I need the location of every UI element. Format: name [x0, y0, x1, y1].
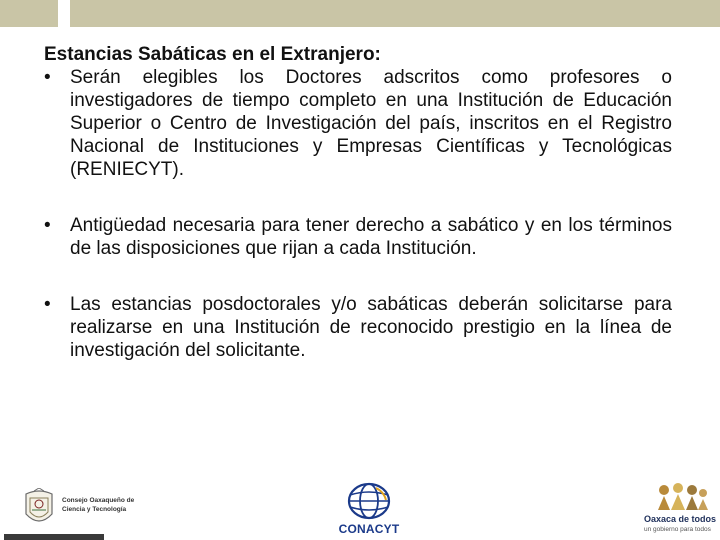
bullet-text: Serán elegibles los Doctores adscritos como profesores o investigadores de tiempo completo en una Institución de Educación Superior o Centro de Investigación del país, inscritos en el Registro Nacional de Instituciones y Empresas Científicas y Tecnológicas (RENIECYT). — [70, 67, 672, 180]
bullet-list — [44, 66, 672, 362]
bullet-text: Las estancias posdoctorales y/o sabáticas deberán solicitarse para realizarse en una Institución de reconocido prestigio en la línea de investigación del solicitante. — [70, 294, 672, 361]
bullet-item-eligibility — [44, 66, 672, 181]
footer-logos — [0, 480, 720, 540]
cocyt-logo-strip — [4, 534, 104, 540]
bullet-text: Antigüedad necesaria para tener derecho a sabático y en los términos de las disposiciones que rijan a cada Institución. — [70, 215, 672, 259]
oaxaca-logo — [640, 480, 720, 540]
conacyt-globe-icon — [346, 482, 392, 520]
conacyt-logo-text: CONACYT — [338, 522, 400, 536]
oaxaca-emblem-icon — [654, 480, 710, 516]
top-decorative-bar-left — [0, 0, 58, 27]
conacyt-logo — [334, 482, 404, 538]
bullet-marker: • — [44, 294, 51, 315]
bullet-marker: • — [44, 215, 51, 236]
oaxaca-logo-text: Oaxaca de todos — [644, 514, 717, 524]
bullet-item-stays — [44, 293, 672, 362]
state-seal-icon — [22, 488, 56, 530]
cocyt-logo — [4, 484, 154, 540]
bullet-marker: • — [44, 67, 51, 88]
oaxaca-logo-subtext: un gobierno para todos — [644, 526, 711, 533]
top-decorative-bar-right — [70, 0, 720, 27]
slide-content — [44, 43, 672, 362]
cocyt-logo-text: Consejo Oaxaqueño de Ciencia y Tecnología — [62, 497, 135, 513]
slide-heading: Estancias Sabáticas en el Extranjero: — [44, 44, 381, 65]
bullet-item-seniority — [44, 214, 672, 260]
